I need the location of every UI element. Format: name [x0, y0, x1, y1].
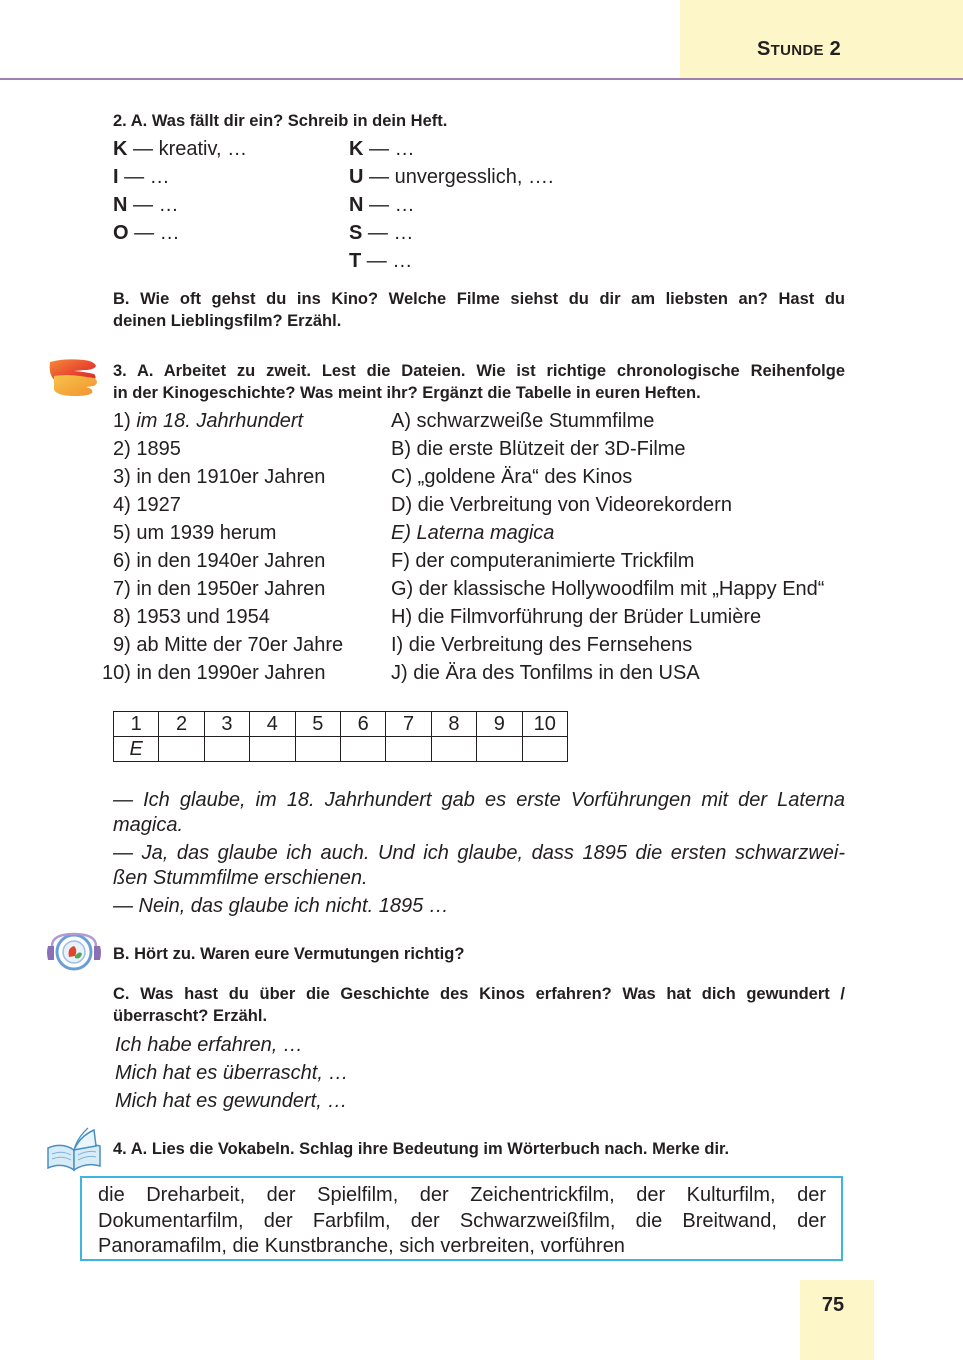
event-item: G) der klassische Hollywoodfilm mit „Happy End“ [391, 578, 825, 600]
answer-cell [159, 737, 204, 762]
date-item: 5) um 1939 herum [113, 522, 277, 544]
acrostic-right-5: T — … [349, 250, 413, 272]
answer-cell [295, 737, 340, 762]
event-item: F) der computeranimierte Trickfilm [391, 550, 695, 572]
event-item: H) die Filmvorführung der Brüder Lumière [391, 606, 762, 628]
page-number-box [800, 1280, 874, 1360]
date-item: 7) in den 1950er Jahren [113, 578, 326, 600]
task-2a-title: 2. A. Was fällt dir ein? Schreib in dein Heft. [113, 112, 448, 130]
phrase-starter: Ich habe erfahren, … [115, 1034, 303, 1056]
vocab-line: Panoramafilm, die Kunstbranche, sich verbreiten, vorführen [98, 1235, 625, 1257]
pair-work-hands-icon [44, 356, 100, 398]
answer-cell [477, 737, 522, 762]
table-cell: 3 [204, 712, 249, 737]
table-cell: 1 [114, 712, 159, 737]
vocab-line: Dokumentarfilm, der Farbfilm, der Schwarzweißfilm, die Breitwand, der [98, 1209, 826, 1232]
date-item: 9) ab Mitte der 70er Jahre [113, 634, 344, 656]
dialog-line: — Ja, das glaube ich auch. Und ich glaube, dass 1895 die ersten schwarzwei- [113, 842, 845, 864]
task-3a-line1: 3. A. Arbeitet zu zweit. Lest die Dateien. Wie ist richtige chronologische Reihenfolge [113, 362, 845, 380]
date-item: 2) 1895 [113, 438, 181, 460]
date-item: 6) in den 1940er Jahren [113, 550, 326, 572]
lesson-title: STUNDE 2 [757, 38, 842, 60]
table-cell: 7 [386, 712, 431, 737]
phrase-starter: Mich hat es gewundert, … [115, 1090, 348, 1112]
task-3c-line1: C. Was hast du über die Geschichte des Kinos erfahren? Was hat dich gewundert / [113, 985, 845, 1003]
table-cell: 10 [522, 712, 567, 737]
headphones-icon [44, 930, 104, 974]
acrostic-right-3: N — … [349, 194, 415, 216]
date-item: 1) im 18. Jahrhundert [113, 410, 304, 432]
answer-table-header-row [114, 712, 568, 737]
dialog-line: ßen Stummfilme erschienen. [113, 867, 368, 889]
header-rule [0, 78, 963, 80]
acrostic-left-4: O — … [113, 222, 180, 244]
table-cell: 4 [250, 712, 295, 737]
answer-table [113, 711, 568, 762]
acrostic-left-1: K — kreativ, … [113, 138, 248, 160]
date-item: 4) 1927 [113, 494, 181, 516]
dialog-line: — Nein, das glaube ich nicht. 1895 … [113, 895, 449, 917]
acrostic-left-3: N — … [113, 194, 179, 216]
vocab-line: die Dreharbeit, der Spielfilm, der Zeichentrickfilm, der Kulturfilm, der [98, 1184, 826, 1206]
task-3a-line2: in der Kinogeschichte? Was meint ihr? Ergänzt die Tabelle in euren Heften. [113, 384, 701, 402]
event-item: B) die erste Blützeit der 3D-Filme [391, 438, 686, 460]
dialog-line: — Ich glaube, im 18. Jahrhundert gab es erste Vorführungen mit der Laterna [113, 789, 845, 811]
acrostic-right-2: U — unvergesslich, …. [349, 166, 554, 188]
date-item: 3) in den 1910er Jahren [113, 466, 326, 488]
task-2b-line2: deinen Lieblingsfilm? Erzähl. [113, 312, 342, 330]
table-cell: 9 [477, 712, 522, 737]
answer-table-answer-row [114, 737, 568, 762]
acrostic-left-2: I — … [113, 166, 170, 188]
answer-cell [250, 737, 295, 762]
task-3b-title: B. Hört zu. Waren eure Vermutungen richtig? [113, 945, 465, 963]
vocabulary-box [80, 1176, 843, 1261]
event-item: E) Laterna magica [391, 522, 555, 544]
acrostic-right-1: K — … [349, 138, 415, 160]
event-item: A) schwarzweiße Stummfilme [391, 410, 655, 432]
date-item: 10) in den 1990er Jahren [102, 662, 326, 684]
table-cell: 5 [295, 712, 340, 737]
answer-cell [522, 737, 567, 762]
task-2b-line1: B. Wie oft gehst du ins Kino? Welche Filme siehst du dir am liebsten an? Hast du [113, 290, 845, 308]
answer-cell: E [114, 737, 159, 762]
table-cell: 2 [159, 712, 204, 737]
task-3c-line2: überrascht? Erzähl. [113, 1007, 268, 1025]
table-cell: 8 [431, 712, 476, 737]
answer-cell [386, 737, 431, 762]
table-cell: 6 [340, 712, 385, 737]
book-icon [44, 1124, 104, 1174]
acrostic-right-4: S — … [349, 222, 414, 244]
date-item: 8) 1953 und 1954 [113, 606, 270, 628]
event-item: D) die Verbreitung von Videorekordern [391, 494, 732, 516]
page-number: 75 [821, 1294, 845, 1316]
event-item: I) die Verbreitung des Fernsehens [391, 634, 693, 656]
event-item: C) „goldene Ära“ des Kinos [391, 466, 633, 488]
task-4a-title: 4. A. Lies die Vokabeln. Schlag ihre Bedeutung im Wörterbuch nach. Merke dir. [113, 1140, 730, 1158]
answer-cell [340, 737, 385, 762]
event-item: J) die Ära des Tonfilms in den USA [391, 662, 700, 684]
dialog-line: magica. [113, 814, 184, 836]
phrase-starter: Mich hat es überrascht, … [115, 1062, 349, 1084]
answer-cell [431, 737, 476, 762]
answer-cell [204, 737, 249, 762]
